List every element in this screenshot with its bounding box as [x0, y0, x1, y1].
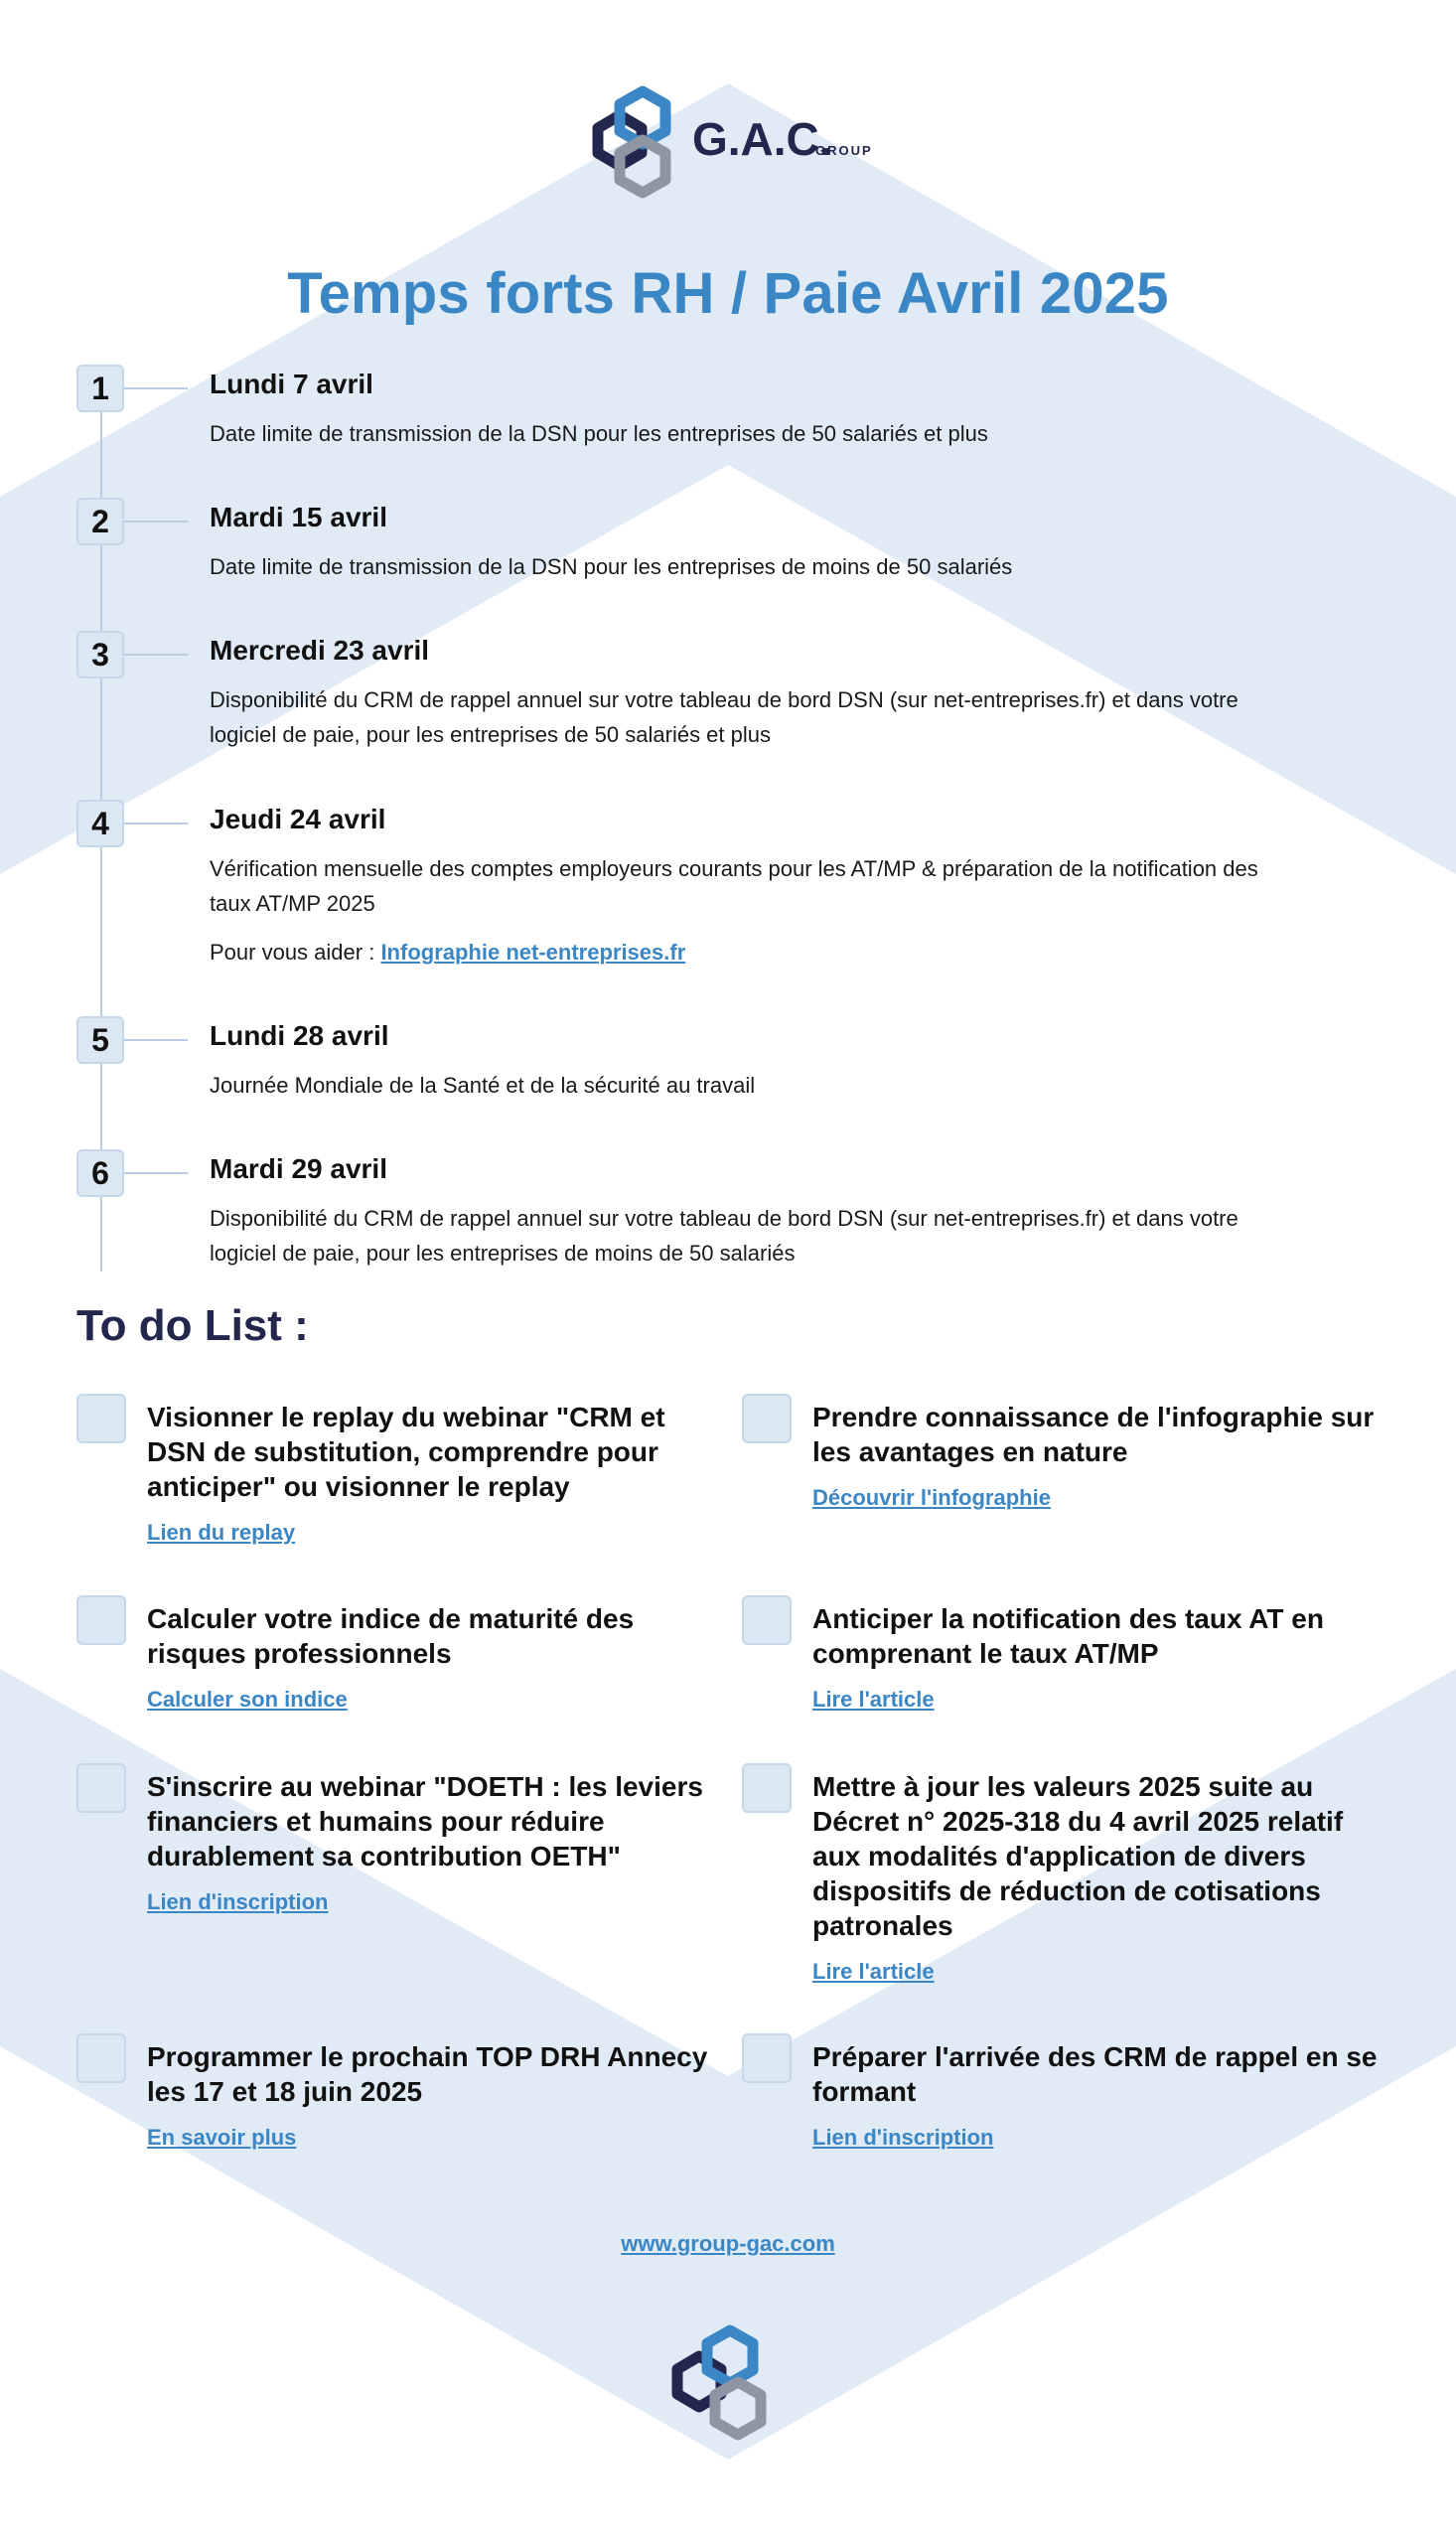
timeline-date: Lundi 7 avril — [210, 369, 373, 399]
timeline-date: Lundi 28 avril — [210, 1020, 389, 1051]
todo-checkbox[interactable] — [742, 1394, 792, 1443]
step-number-badge: 5 — [76, 1016, 124, 1064]
help-prefix: Pour vous aider : — [210, 940, 381, 965]
timeline-description: Vérification mensuelle des comptes employeurs courants pour les AT/MP & préparation de la notification des taux AT/MP 2025 — [210, 856, 1258, 916]
gac-logo-bottom — [668, 2320, 788, 2450]
timeline-description: Disponibilité du CRM de rappel annuel sur votre tableau de bord DSN (sur net-entreprises.fr) et dans votre logiciel de paie, pour les entreprises de 50 salariés et plus — [210, 687, 1238, 747]
step-number-badge: 3 — [76, 631, 124, 678]
todo-checkbox[interactable] — [76, 1595, 126, 1645]
registration-link[interactable]: Lien d'inscription — [812, 2125, 994, 2150]
todo-text: Préparer l'arrivée des CRM de rappel en se formant — [812, 2041, 1378, 2107]
todo-text: Anticiper la notification des taux AT en comprenant le taux AT/MP — [812, 1603, 1324, 1669]
todo-text: S'inscrire au webinar "DOETH : les leviers financiers et humains pour réduire durablement sa contribution OETH" — [147, 1771, 703, 1871]
svg-text:G.A.C.: G.A.C. — [692, 113, 832, 165]
registration-link[interactable]: Lien d'inscription — [147, 1889, 329, 1914]
replay-link[interactable]: Lien du replay — [147, 1520, 296, 1545]
todo-checkbox[interactable] — [76, 1763, 126, 1813]
todo-checkbox[interactable] — [76, 2033, 126, 2083]
step-number-badge: 2 — [76, 498, 124, 545]
timeline-date: Mardi 29 avril — [210, 1153, 387, 1184]
timeline-description: Date limite de transmission de la DSN pour les entreprises de moins de 50 salariés — [210, 554, 1013, 579]
step-number-badge: 4 — [76, 800, 124, 847]
infographie-net-entreprises-link[interactable]: Infographie net-entreprises.fr — [380, 940, 686, 965]
timeline-description: Journée Mondiale de la Santé et de la sécurité au travail — [210, 1073, 756, 1098]
step-number-badge: 6 — [76, 1149, 124, 1197]
timeline-date: Mercredi 23 avril — [210, 635, 430, 666]
learn-more-link[interactable]: En savoir plus — [147, 2125, 297, 2150]
todo-text: Calculer votre indice de maturité des risques professionnels — [147, 1603, 635, 1669]
calculate-index-link[interactable]: Calculer son indice — [147, 1687, 348, 1712]
todo-checkbox[interactable] — [742, 1595, 792, 1645]
timeline-date: Jeudi 24 avril — [210, 804, 386, 834]
todo-checkbox[interactable] — [76, 1394, 126, 1443]
timeline-date: Mardi 15 avril — [210, 502, 387, 532]
todo-list-title: To do List : — [76, 1301, 309, 1350]
step-number-badge: 1 — [76, 365, 124, 412]
page-title: Temps forts RH / Paie Avril 2025 — [287, 261, 1169, 326]
todo-text: Mettre à jour les valeurs 2025 suite au Décret n° 2025-318 du 4 avril 2025 relatif aux modalités d'application de divers dispositifs de réduction de cotisations patronales — [812, 1771, 1344, 1941]
timeline-description: Disponibilité du CRM de rappel annuel sur votre tableau de bord DSN (sur net-entreprises.fr) et dans votre logiciel de paie, pour les entreprises de moins de 50 salariés — [210, 1206, 1238, 1266]
todo-checkbox[interactable] — [742, 1763, 792, 1813]
todo-checkbox[interactable] — [742, 2033, 792, 2083]
article-link[interactable]: Lire l'article — [812, 1687, 935, 1712]
todo-text: Programmer le prochain TOP DRH Annecy les 17 et 18 juin 2025 — [147, 2041, 708, 2107]
website-footer — [0, 2231, 1456, 2257]
timeline-description: Date limite de transmission de la DSN pour les entreprises de 50 salariés et plus — [210, 421, 988, 446]
infographie-link[interactable]: Découvrir l'infographie — [812, 1485, 1051, 1510]
article-link[interactable]: Lire l'article — [812, 1959, 935, 1984]
website-link[interactable]: www.group-gac.com — [621, 2231, 835, 2256]
svg-text:GROUP: GROUP — [815, 143, 873, 158]
todo-text: Visionner le replay du webinar "CRM et DSN de substitution, comprendre pour anticiper" ou visionner le replay — [147, 1402, 665, 1502]
gac-logo-mark-icon — [668, 2320, 788, 2450]
todo-text: Prendre connaissance de l'infographie sur les avantages en nature — [812, 1402, 1375, 1467]
